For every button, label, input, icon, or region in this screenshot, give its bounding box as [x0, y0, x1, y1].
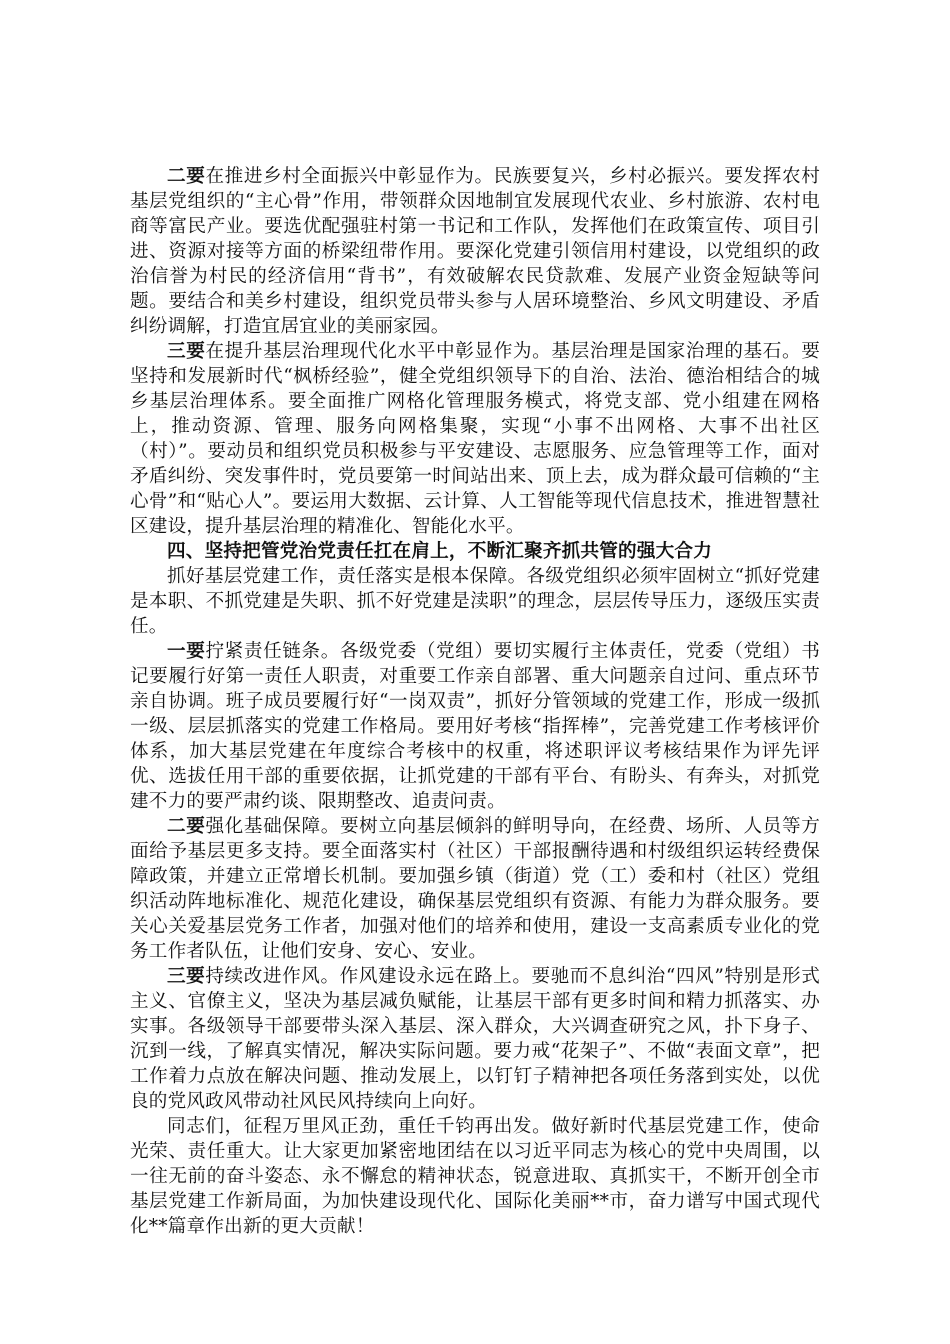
paragraph-text: 拧紧责任链条。各级党委（党组）要切实履行主体责任，党委（党组）书记要履行好第一责任人职责，对重要工作亲自部署、重大问题亲自过问、重点环节亲自协调。班子成员要履行好“一岗双责”，抓好分管领域的党建工作，形成一级抓一级、层层抓落实的党建工作格局。要用好考核“指挥棒”，完善党建工作考核评价体系，加大基层党建在年度综合考核中的权重，将述职评议考核结果作为评先评优、选拔任用干部的重要依据，让抓党建的干部有平台、有盼头、有奔头，对抓党建不力的要严肃约谈、限期整改、追责问责。 — [130, 641, 820, 812]
closing-paragraph: 同志们，征程万里风正劲，重任千钧再出发。做好新时代基层党建工作，使命光荣、责任重大。让大家更加紧密地团结在以习近平同志为核心的党中央周围，以一往无前的奋斗姿态、永不懈怠的精神状态，锐意进取、真抓实干，不断开创全市基层党建工作新局面，为加快建设现代化、国际化美丽**市，奋力谱写中国式现代化**篇章作出新的更大贡献！ — [130, 1116, 820, 1237]
paragraph-san-yao-style — [130, 964, 820, 1114]
paragraph-lead: 三要 — [167, 341, 206, 362]
paragraph-text: 在提升基层治理现代化水平中彰显作为。基层治理是国家治理的基石。要坚持和发展新时代“枫桥经验”，健全党组织领导下的自治、法治、德治相结合的城乡基层治理体系。要全面推广网格化管理服务模式，将党支部、党小组建在网格上，推动资源、管理、服务向网格集聚，实现“小事不出网格、大事不出社区（村）”。要动员和组织党员积极参与平安建设、志愿服务、应急管理等工作，面对矛盾纠纷、突发事件时，党员要第一时间站出来、顶上去，成为群众最可信赖的“主心骨”和“贴心人”。要运用大数据、云计算、人工智能等现代信息技术，推进智慧社区建设，提升基层治理的精准化、智能化水平。 — [130, 341, 820, 537]
section-intro: 抓好基层党建工作，责任落实是根本保障。各级党组织必须牢固树立“抓好党建是本职、不抓党建是失职、抓不好党建是渎职”的理念，层层传导压力，逐级压实责任。 — [130, 566, 820, 637]
paragraph-er-yao-support — [130, 814, 820, 964]
paragraph-text: 在推进乡村全面振兴中彰显作为。民族要复兴，乡村必振兴。要发挥农村基层党组织的“主心骨”作用，带领群众因地制宜发展现代农业、乡村旅游、农村电商等富民产业。要选优配强驻村第一书记和工作队，发挥他们在政策宣传、项目引进、资源对接等方面的桥梁纽带作用。要深化党建引领信用村建设，以党组织的政治信誉为村民的经济信用“背书”，有效破解农民贷款难、发展产业资金短缺等问题。要结合和美乡村建设，组织党员带头参与人居环境整治、乡风文明建设、矛盾纠纷调解，打造宜居宜业的美丽家园。 — [130, 166, 820, 337]
paragraph-lead: 一要 — [167, 641, 206, 662]
paragraph-text: 强化基础保障。要树立向基层倾斜的鲜明导向，在经费、场所、人员等方面给予基层更多支持。要全面落实村（社区）干部报酬待遇和村级组织运转经费保障政策，并建立正常增长机制。要加强乡镇（街道）党（工）委和村（社区）党组织活动阵地标准化、规范化建设，确保基层党组织有资源、有能力为群众服务。要关心关爱基层党务工作者，加强对他们的培养和使用，建设一支高素质专业化的党务工作者队伍，让他们安身、安心、安业。 — [130, 816, 820, 962]
paragraph-lead: 二要 — [167, 166, 206, 187]
paragraph-er-yao-rural — [130, 164, 820, 339]
paragraph-text: 持续改进作风。作风建设永远在路上。要驰而不息纠治“四风”特别是形式主义、官僚主义，坚决为基层减负赋能，让基层干部有更多时间和精力抓落实、办实事。各级领导干部要带头深入基层、深入群众，大兴调查研究之风，扑下身子、沉到一线，了解真实情况，解决实际问题。要力戒“花架子”、不做“表面文章”，把工作着力点放在解决问题、推动发展上，以钉钉子精神把各项任务落到实处，以优良的党风政风带动社风民风持续向上向好。 — [130, 966, 820, 1112]
document-body — [130, 164, 820, 1239]
section-heading: 四、坚持把管党治党责任扛在肩上，不断汇聚齐抓共管的强大合力 — [167, 541, 713, 562]
paragraph-lead: 二要 — [167, 816, 206, 837]
paragraph-yi-yao-responsibility — [130, 639, 820, 814]
paragraph-san-yao-governance — [130, 339, 820, 539]
paragraph-lead: 三要 — [167, 966, 206, 987]
